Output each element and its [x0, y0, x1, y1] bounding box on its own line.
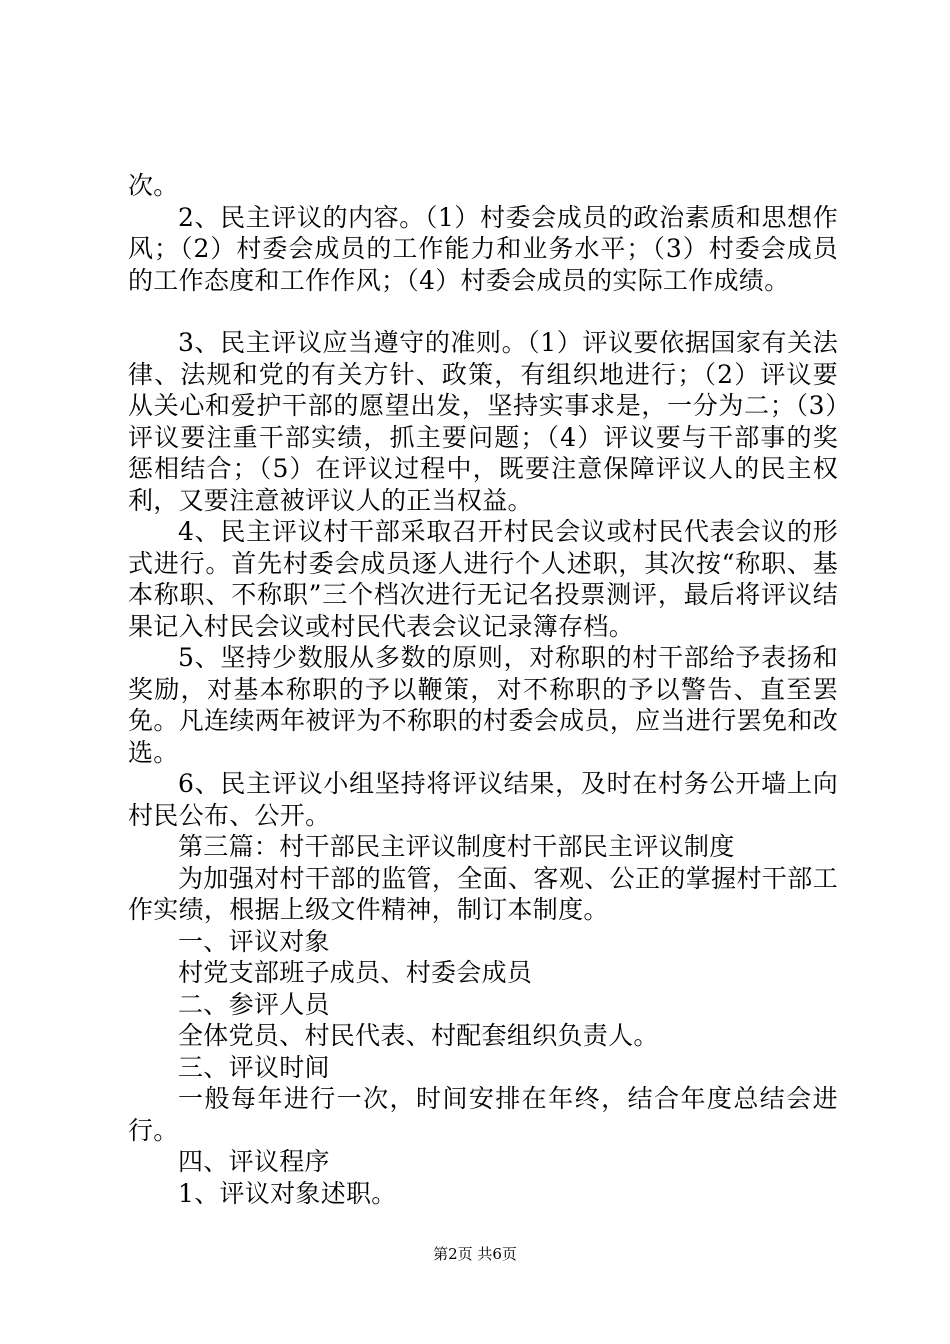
paragraph-procedure-step-1: 1、评议对象述职。 [178, 1178, 397, 1208]
paragraph-participants: 全体党员、村民代表、村配套组织负责人。 [178, 1021, 659, 1050]
heading-participants: 二、参评人员 [178, 989, 330, 1019]
paragraph-continuation: 次。 [128, 171, 179, 200]
paragraph-item-3: 3、民主评议应当遵守的准则。（1）评议要依据国家有关法律、法规和党的有关方针、政策，有组织地进行；（2）评议要从关心和爱护干部的愿望出发，坚持实事求是，一分为二；（3）评议要注重干部实绩，抓主要问题；（4）评议要与干部事的奖惩相结合；（5）在评议过程中，既要注意保障评议人的民主权利，又要注意被评议人的正当权益。 [128, 328, 838, 515]
paragraph-intro: 为加强对村干部的监管，全面、客观、公正的掌握村干部工作实绩，根据上级文件精神，制订本制度。 [128, 863, 838, 924]
paragraph-item-5: 5、坚持少数服从多数的原则，对称职的村干部给予表扬和奖励，对基本称职的予以鞭策，对不称职的予以警告、直至罢免。凡连续两年被评为不称职的村委会成员，应当进行罢免和改选。 [128, 643, 838, 767]
page-number-footer: 第2页 共6页 [433, 1245, 517, 1263]
paragraph-item-2: 2、民主评议的内容。（1）村委会成员的政治素质和思想作风；（2）村委会成员的工作能力和业务水平；（3）村委会成员的工作态度和工作作风；（4）村委会成员的实际工作成绩。 [128, 202, 838, 295]
heading-evaluation-procedure: 四、评议程序 [178, 1147, 330, 1176]
heading-evaluation-time: 三、评议时间 [178, 1052, 330, 1082]
paragraph-gap [128, 296, 838, 327]
paragraph-item-6: 6、民主评议小组坚持将评议结果，及时在村务公开墙上向村民公布、公开。 [128, 769, 838, 830]
heading-evaluation-target: 一、评议对象 [178, 926, 330, 956]
paragraph-evaluation-time: 一般每年进行一次，时间安排在年终，结合年度总结会进行。 [128, 1084, 838, 1145]
paragraph-evaluation-target: 村党支部班子成员、村委会成员 [178, 958, 533, 987]
document-body [128, 170, 838, 1209]
paragraph-item-4: 4、民主评议村干部采取召开村民会议或村民代表会议的形式进行。首先村委会成员逐人进行个人述职，其次按“称职、基本称职、不称职”三个档次进行无记名投票测评，最后将评议结果记入村民会议或村民代表会议记录簿存档。 [128, 517, 838, 641]
section-title: 第三篇：村干部民主评议制度村干部民主评议制度 [178, 832, 735, 861]
